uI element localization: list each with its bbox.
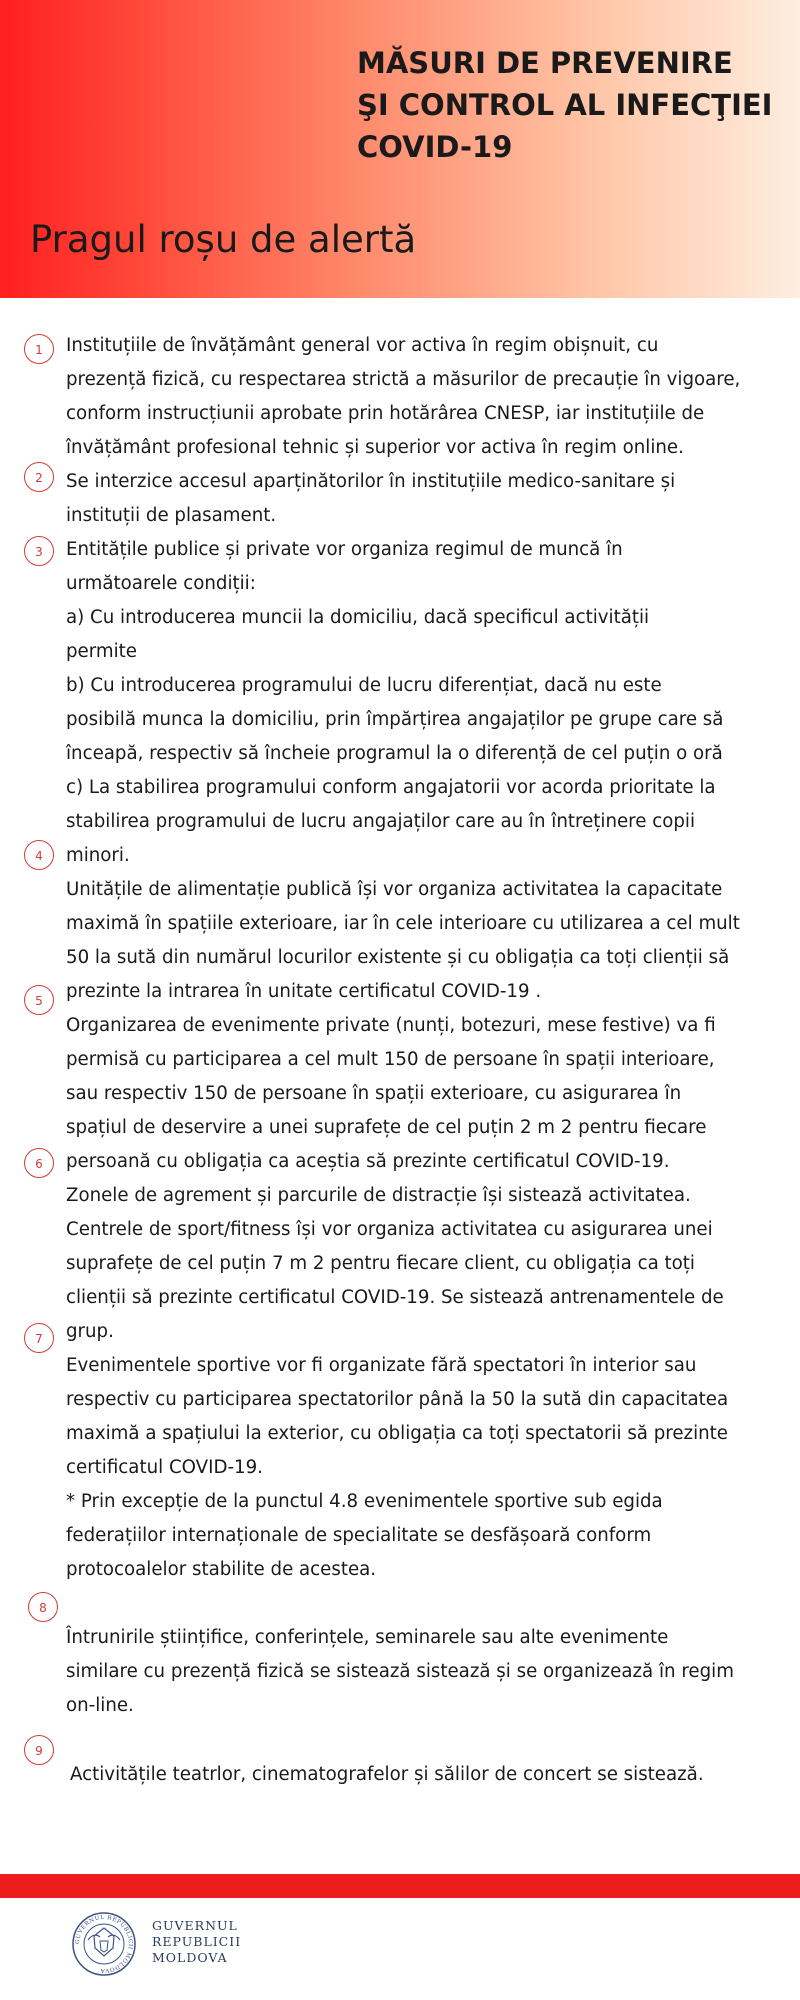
title-line: ŞI CONTROL AL INFECŢIEI [357,88,773,122]
measure-text-line: * Prin excepție de la punctul 4.8 evenimentele sportive sub egida [66,1491,663,1512]
measure-text-line: înceapă, respectiv să încheie programul la o diferență de cel puțin o oră [66,743,723,764]
measure-text-line: învățământ profesional tehnic și superior vor activa în regim online. [66,437,684,458]
measure-text-line: federațiilor internaționale de specialitate se desfășoară conform [66,1525,652,1546]
measure-number-badge: 6 [24,1148,54,1178]
measure-text-line: suprafețe de cel puțin 7 m 2 pentru fiecare client, cu obligația ca toți [66,1253,695,1274]
measure-number-badge: 2 [24,462,54,492]
measure-text-line: similare cu prezență fizică se sistează sistează și se organizează în regim [66,1661,734,1682]
alert-level-subtitle: Pragul roșu de alertă [30,218,417,261]
government-emblem-icon [70,1910,138,1982]
measure-text-line: Unitățile de alimentație publică își vor organiza activitatea la capacitate [66,879,723,900]
measure-number-badge: 5 [24,985,54,1015]
measure-text-line: maximă a spațiului la exterior, cu obligația ca toți spectatorii să prezinte [66,1423,728,1444]
measure-number-badge: 3 [24,536,54,566]
measure-text-line: b) Cu introducerea programului de lucru diferențiat, dacă nu este [66,675,662,696]
measure-text-line: prezență fizică, cu respectarea strictă a măsurilor de precauție în vigoare, [66,369,741,390]
measure-text-line: Zonele de agrement și parcurile de distracție își sistează activitatea. [66,1185,691,1206]
gov-line: MOLDOVA [152,1950,228,1965]
measure-text-line: a) Cu introducerea muncii la domiciliu, dacă specificul activității [66,607,650,628]
measure-text-line: instituții de plasament. [66,505,277,526]
measure-number-badge: 1 [24,334,54,364]
measure-text-line: permisă cu participarea a cel mult 150 de persoane în spații interioare, [66,1049,715,1070]
measure-text-line: permite [66,641,137,662]
gov-line: GUVERNUL [152,1918,238,1933]
measure-text-line: on-line. [66,1695,134,1716]
measure-text-line: stabilirea programului de lucru angajaților care au în întreținere copii [66,811,696,832]
measure-text-line: 50 la sută din numărul locurilor existente și cu obligația ca toți clienții să [66,947,730,968]
measure-number-badge: 7 [24,1323,54,1353]
measure-text-line: Instituțiile de învățământ general vor activa în regim obișnuit, cu [66,335,659,356]
measure-text-line: prezinte la intrarea în unitate certificatul COVID-19 . [66,981,542,1002]
measure-text-line: certificatul COVID-19. [66,1457,263,1478]
gov-line: REPUBLICII [152,1934,242,1949]
measure-number-badge: 4 [24,840,54,870]
measure-text-line: maximă în spațiile exterioare, iar în cele interioare cu utilizarea a cel mult [66,913,740,934]
measure-text-line: minori. [66,845,130,866]
measure-text-line: c) La stabilirea programului conform angajatorii vor acorda prioritate la [66,777,716,798]
title-line: COVID-19 [357,130,513,164]
measure-text-line: protocoalelor stabilite de acestea. [66,1559,377,1580]
title-line: MĂSURI DE PREVENIRE [357,46,733,80]
measure-text-line: Întrunirile științifice, conferințele, seminarele sau alte evenimente [66,1627,669,1648]
measure-text-line: Activitățile teatrlor, cinematografelor și sălilor de concert se sistează. [70,1764,704,1785]
measure-text-line: persoană cu obligația ca aceștia să prezinte certificatul COVID-19. [66,1151,670,1172]
measure-number-badge: 8 [28,1592,58,1622]
measure-text-line: spațiul de deservire a unei suprafețe de cel puțin 2 m 2 pentru fiecare [66,1117,707,1138]
measure-text-line: conform instrucțiunii aprobate prin hotărârea CNESP, iar instituțiile de [66,403,705,424]
measure-text-line: sau respectiv 150 de persoane în spații exterioare, cu asigurarea în [66,1083,682,1104]
measure-number-badge: 9 [24,1735,54,1765]
measure-text-line: următoarele condiții: [66,573,256,594]
government-name [152,1918,241,1966]
measure-text-line: respectiv cu participarea spectatorilor până la 50 la sută din capacitatea [66,1389,729,1410]
measure-text-line: Se interzice accesul aparținătorilor în instituțiile medico-sanitare și [66,471,676,492]
measure-text-line: grup. [66,1321,114,1342]
measure-text-line: posibilă munca la domiciliu, prin împărțirea angajaților pe grupe care să [66,709,724,730]
emblem-ring-text: GUVERNUL REPUBLICII MOLDOVA [74,1914,134,1974]
footer-red-band [0,1874,800,1898]
measure-text-line: Entitățile publice și private vor organiza regimul de muncă în [66,539,623,560]
measure-text-line: Organizarea de evenimente private (nunți, botezuri, mese festive) va fi [66,1015,716,1036]
measure-text-line: Centrele de sport/fitness își vor organiza activitatea cu asigurarea unei [66,1219,713,1240]
measure-text-line: clienții să prezinte certificatul COVID-19. Se sistează antrenamentele de [66,1287,724,1308]
measure-text-line: Evenimentele sportive vor fi organizate fără spectatori în interior sau [66,1355,697,1376]
